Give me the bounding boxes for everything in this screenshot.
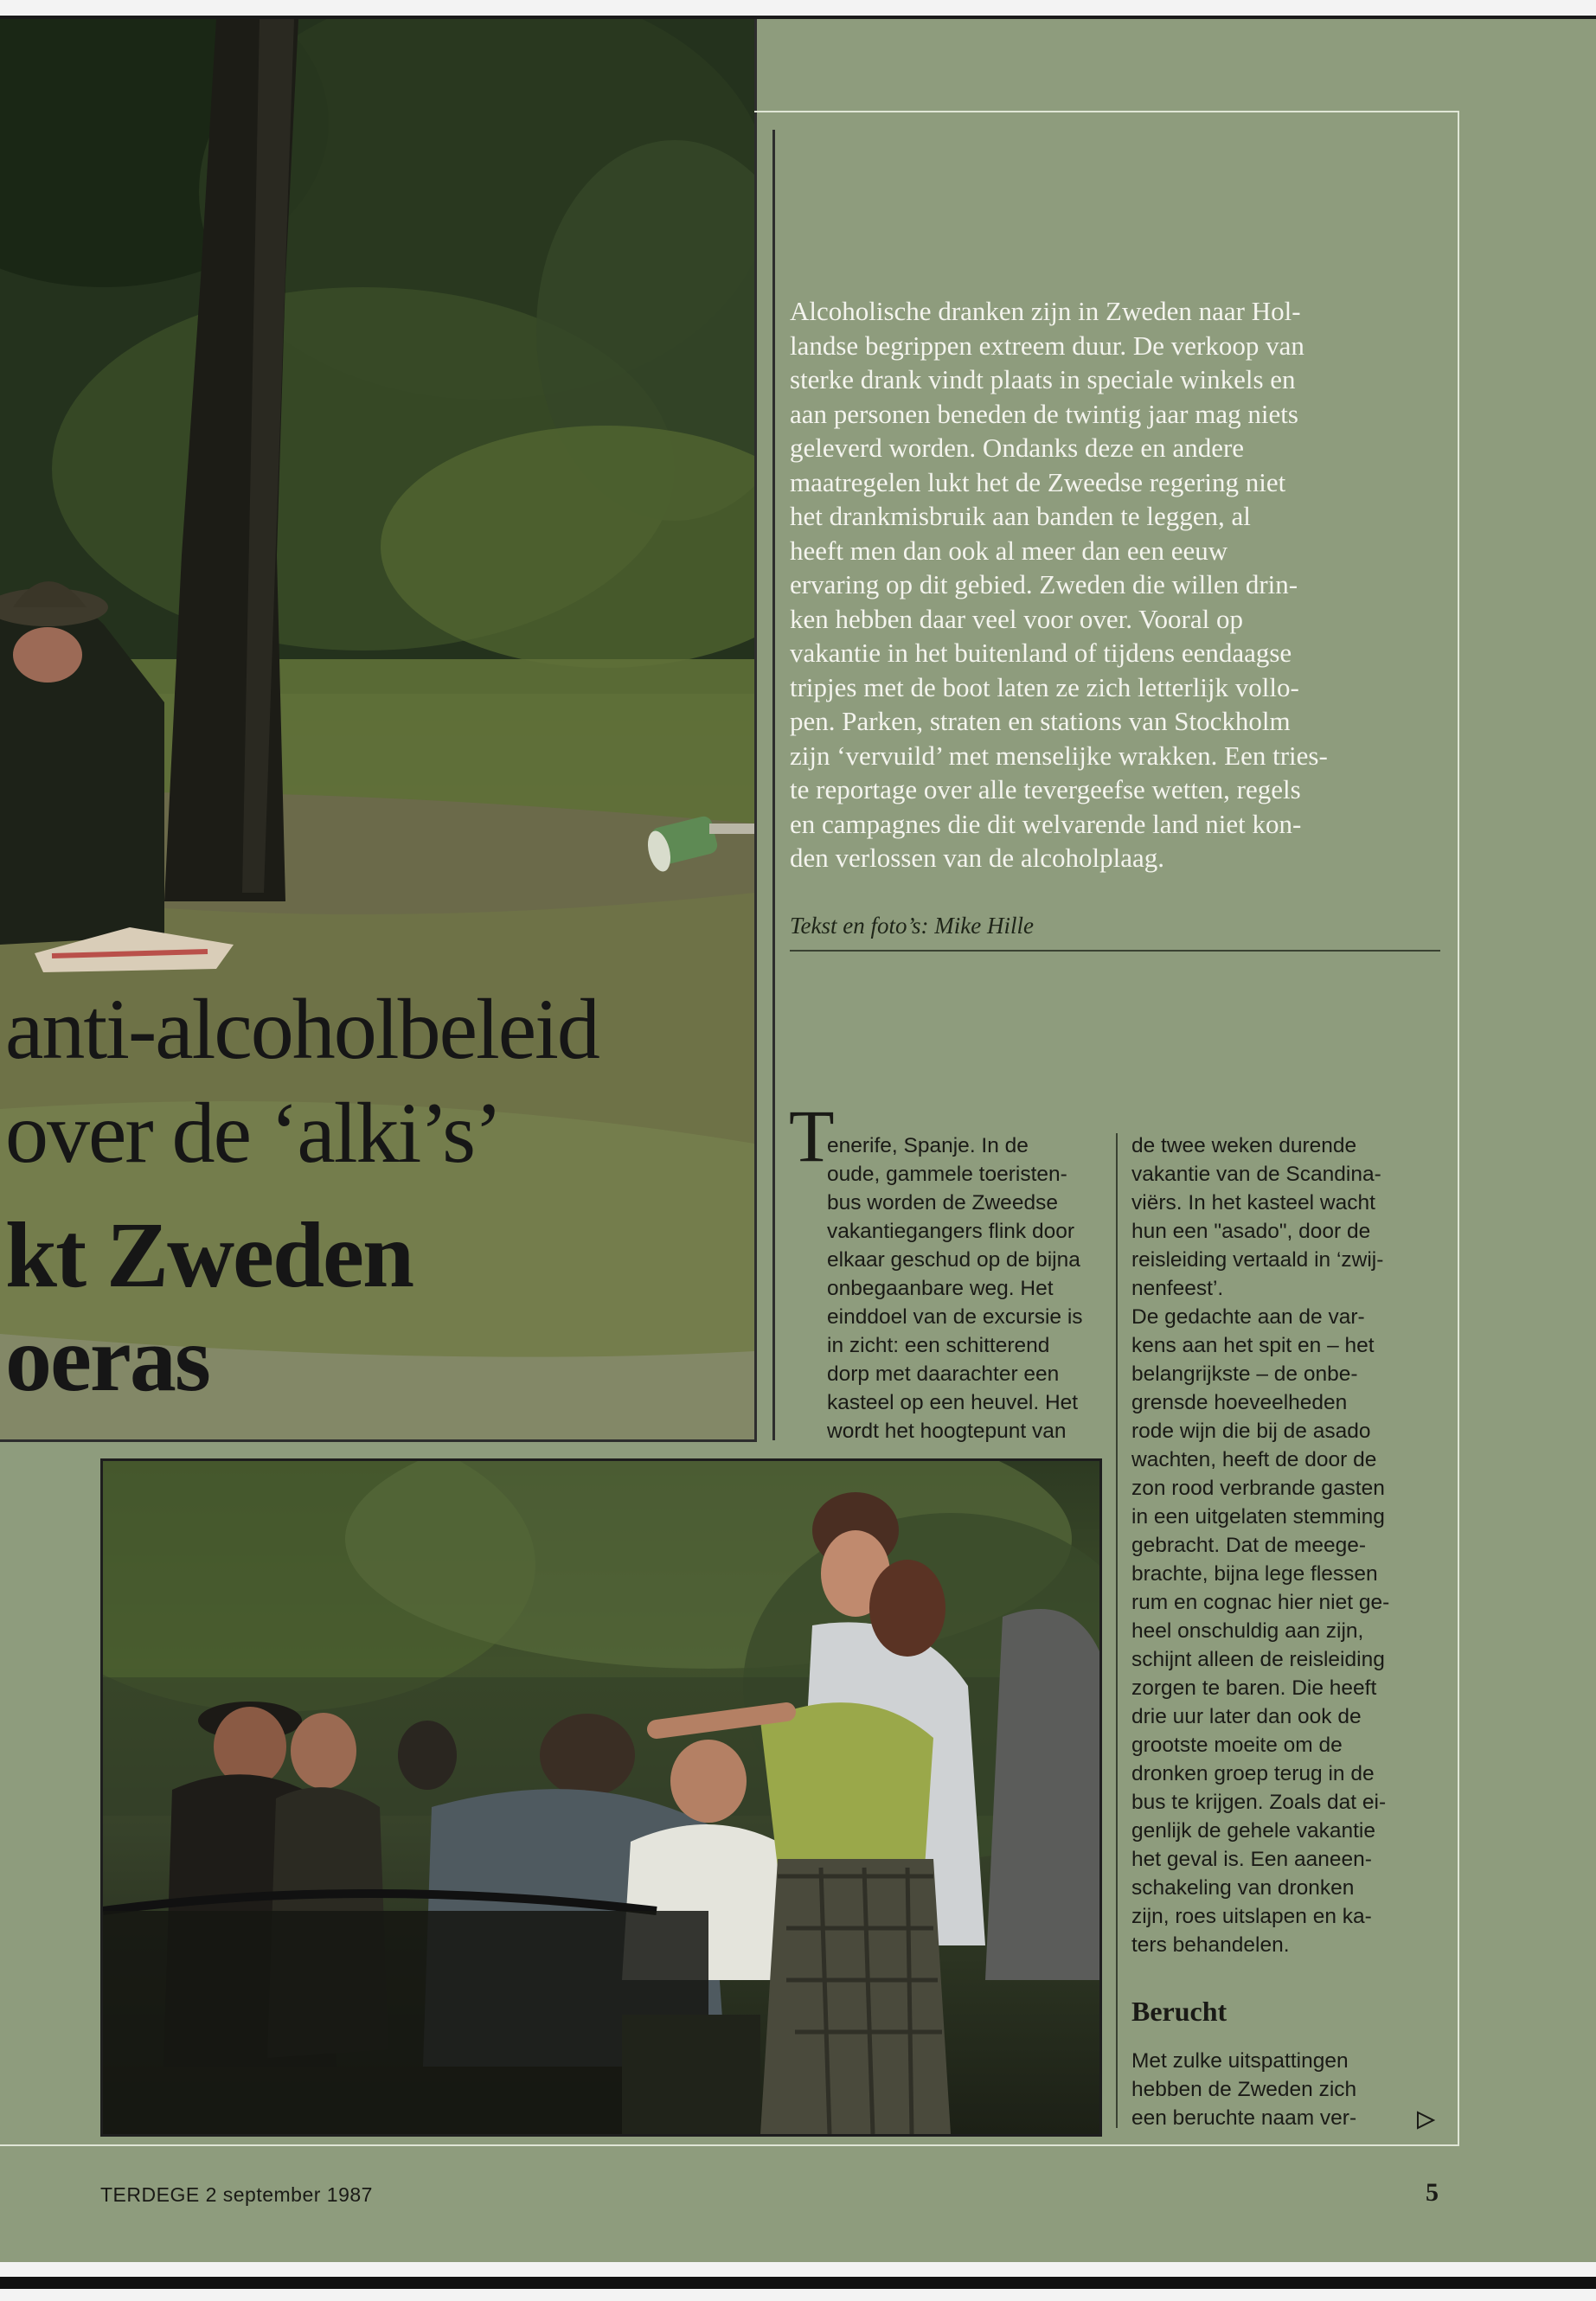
- frame-rule-left: [772, 130, 775, 1440]
- headline-line-1: anti-alcoholbeleid: [5, 981, 599, 1077]
- frame-rule-top: [754, 111, 1459, 112]
- body-column-2-continued: Met zulke uitspattingen hebben de Zweden zich een beruchte naam ver-: [1131, 2049, 1357, 2130]
- headline-line-2: over de ‘alki’s’: [5, 1085, 502, 1181]
- footer-publication: TERDEGE 2 september 1987: [100, 2183, 373, 2206]
- column-divider: [1116, 1133, 1118, 2128]
- triangle-right-outline-icon: [1415, 2111, 1436, 2130]
- group-photo-scene: [103, 1461, 1099, 2134]
- group-photo: [100, 1458, 1102, 2137]
- intro-paragraph: Alcoholische dranken zijn in Zweden naar Hol- landse begrippen extreem duur. De verkoop van sterke drank vindt plaats in speciale winkels en aan personen beneden de twintig jaar mag niets geleverd worden. Ondanks deze en andere maatregelen lukt het de Zweedse regering niet het drankmisbruik aan banden te leggen, al heeft men dan ook al meer dan een eeuw ervaring op dit gebied. Zweden die willen drin- ken hebben daar veel voor over. Vooral op vakantie in het buitenland of tijdens eendaagse tripjes met de boot laten ze zich letterlijk vollo- pen. Parken, straten en stations van Stockholm zijn ‘vervuild’ met menselijke wrakken. Een tries- te reportage over alle tevergeefse wetten, regels en campagnes die dit welvarende land niet kon- den verlossen van de alcoholplaag.: [790, 296, 1328, 873]
- headline-line-4: oeras: [5, 1308, 209, 1411]
- headline-line-3: kt Zweden: [5, 1204, 413, 1307]
- body-column-1: [789, 1131, 1096, 1445]
- scan-edge-bottom: [0, 2277, 1596, 2289]
- page-number: 5: [1426, 2178, 1439, 2207]
- page-top-margin: [0, 0, 1596, 16]
- body-column-2: de twee weken durende vakantie van de Scandina- viërs. In het kasteel wacht hun een "asado", door de reisleiding vertaald in ‘zwij- nenfeest’. De gedachte aan de var- kens aan het spit en – het belangrijkste – de onbe- grensde hoeveelheden rode wijn die bij de asado wachten, heeft de door de zon rood verbrande gasten in een uitgelaten stemming gebracht. Dat de meege- brachte, bijna lege flessen rum en cognac hier niet ge- heel onschuldig aan zijn, schijnt alleen de reisleiding zorgen te baren. Die heeft drie uur later dan ook de grootste moeite om de dronken groep terug in de bus te krijgen. Zoals dat ei- genlijk de gehele vakantie het geval is. Een aaneen- schakeling van dronken zijn, roes uitslapen en ka- ters behandelen.: [1131, 1134, 1390, 1957]
- body-column-1-text: enerife, Spanje. In de oude, gammele toeristen- bus worden de Zweedse vakantiegangers flink door elkaar geschud op de bijna onbegaanbare weg. Het einddoel van de excursie is in zicht: een schitterend dorp met daarachter een kasteel op een heuvel. Het wordt het hoogtepunt van: [827, 1134, 1083, 1443]
- frame-rule-right: [1458, 111, 1459, 2145]
- credit-divider: [790, 950, 1440, 952]
- photo-credit: Tekst en foto’s: Mike Hille: [790, 913, 1034, 939]
- frame-rule-bottom: [0, 2144, 1459, 2146]
- drop-cap: T: [789, 1094, 835, 1177]
- subheading: Berucht: [1131, 1996, 1227, 2027]
